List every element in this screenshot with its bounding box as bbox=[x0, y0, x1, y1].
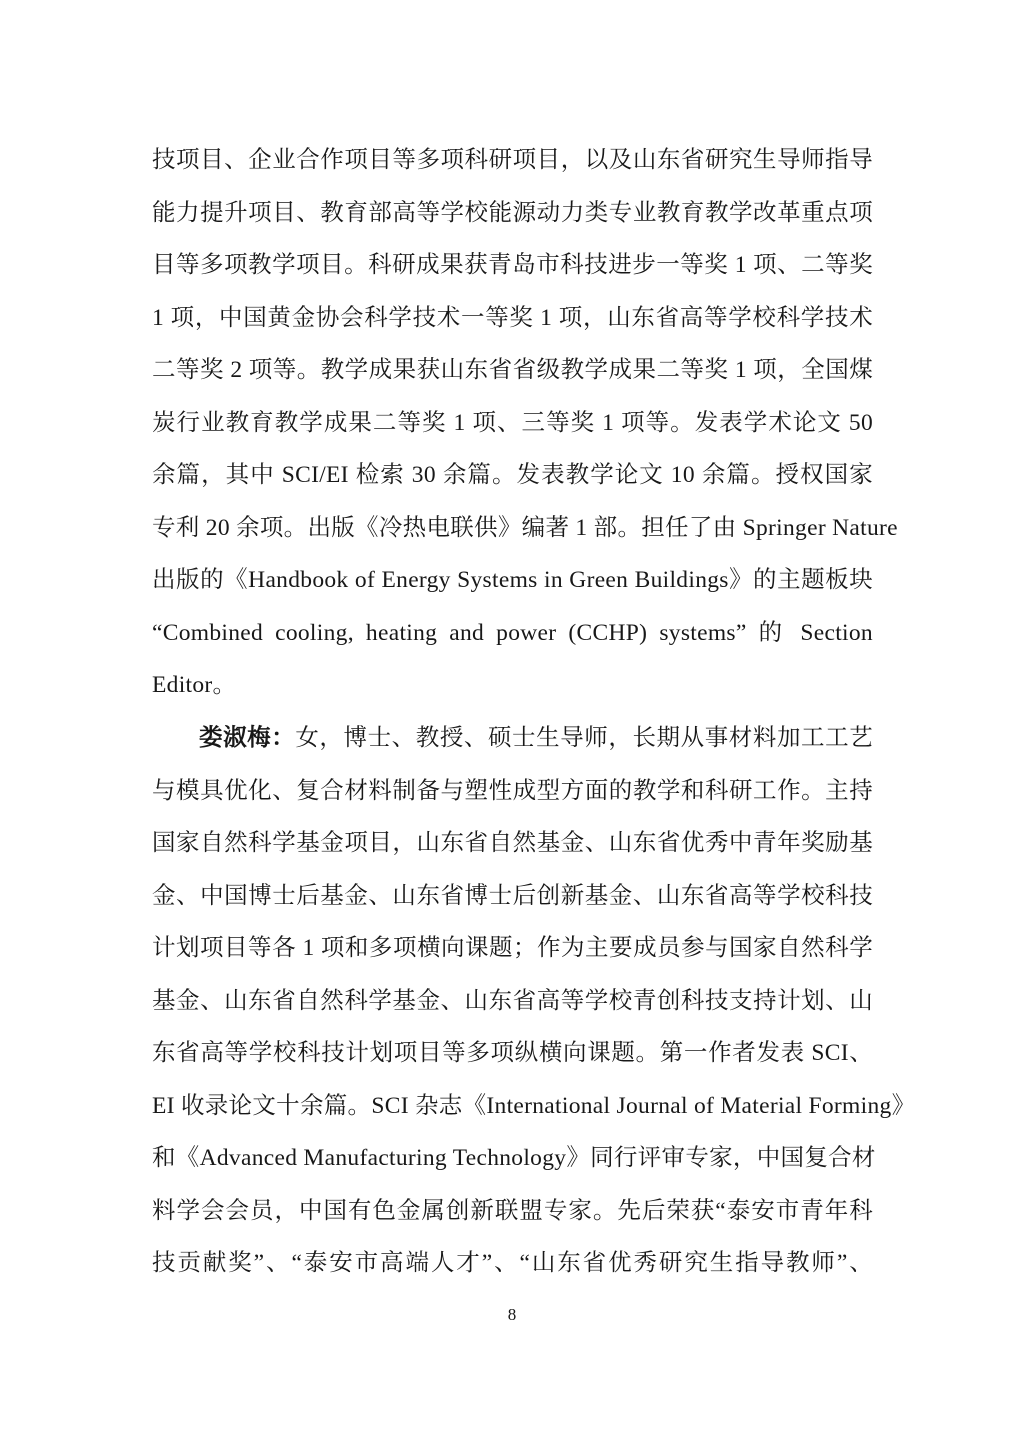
text-line: 目等多项教学项目。科研成果获青岛市科技进步一等奖 1 项、二等奖 bbox=[152, 252, 873, 279]
text-line: 1 项，中国黄金协会科学技术一等奖 1 项，山东省高等学校科学技术 bbox=[152, 304, 873, 331]
text-line: 料学会会员，中国有色金属创新联盟专家。先后荣获“泰安市青年科 bbox=[152, 1197, 873, 1224]
text-line: 能力提升项目、教育部高等学校能源动力类专业教育教学改革重点项 bbox=[152, 199, 873, 226]
text-line-paragraph-lead bbox=[152, 712, 873, 765]
lead-line-text: 女，博士、教授、硕士生导师，长期从事材料加工工艺 bbox=[295, 725, 873, 752]
person-name: 娄淑梅： bbox=[199, 725, 296, 752]
text-line: 计划项目等各 1 项和多项横向课题；作为主要成员参与国家自然科学 bbox=[152, 935, 873, 962]
text-line: 与模具优化、复合材料制备与塑性成型方面的教学和科研工作。主持 bbox=[152, 777, 873, 804]
text-line: 专利 20 余项。出版《冷热电联供》编著 1 部。担任了由 Springer Nature bbox=[152, 514, 898, 541]
text-line: “Combined cooling, heating and power (CCHP) systems” 的 Section bbox=[152, 619, 873, 646]
text-line: 技贡献奖”、“泰安市高端人才”、“山东省优秀研究生指导教师”、 bbox=[152, 1250, 873, 1277]
text-line: EI 收录论文十余篇。SCI 杂志《International Journal of Material Forming》 bbox=[152, 1092, 916, 1119]
text-line: 金、中国博士后基金、山东省博士后创新基金、山东省高等学校科技 bbox=[152, 882, 873, 909]
text-line: 炭行业教育教学成果二等奖 1 项、三等奖 1 项等。发表学术论文 50 bbox=[152, 409, 873, 436]
text-line: 出版的《Handbook of Energy Systems in Green Buildings》的主题板块 bbox=[152, 567, 873, 594]
text-line: 二等奖 2 项等。教学成果获山东省省级教学成果二等奖 1 项，全国煤 bbox=[152, 357, 873, 384]
text-line: Editor。 bbox=[152, 672, 237, 699]
text-line: 国家自然科学基金项目，山东省自然基金、山东省优秀中青年奖励基 bbox=[152, 830, 873, 857]
text-line: 和《Advanced Manufacturing Technology》同行评审专家，中国复合材 bbox=[152, 1145, 876, 1172]
document-body bbox=[152, 134, 916, 1290]
text-line: 余篇，其中 SCI/EI 检索 30 余篇。发表教学论文 10 余篇。授权国家 bbox=[152, 462, 873, 489]
page-number: 8 bbox=[507, 1305, 517, 1324]
text-line: 技项目、企业合作项目等多项科研项目，以及山东省研究生导师指导 bbox=[152, 147, 873, 173]
text-line: 东省高等学校科技计划项目等多项纵横向课题。第一作者发表 SCI、 bbox=[152, 1040, 873, 1067]
text-line: 基金、山东省自然科学基金、山东省高等学校青创科技支持计划、山 bbox=[152, 987, 873, 1014]
